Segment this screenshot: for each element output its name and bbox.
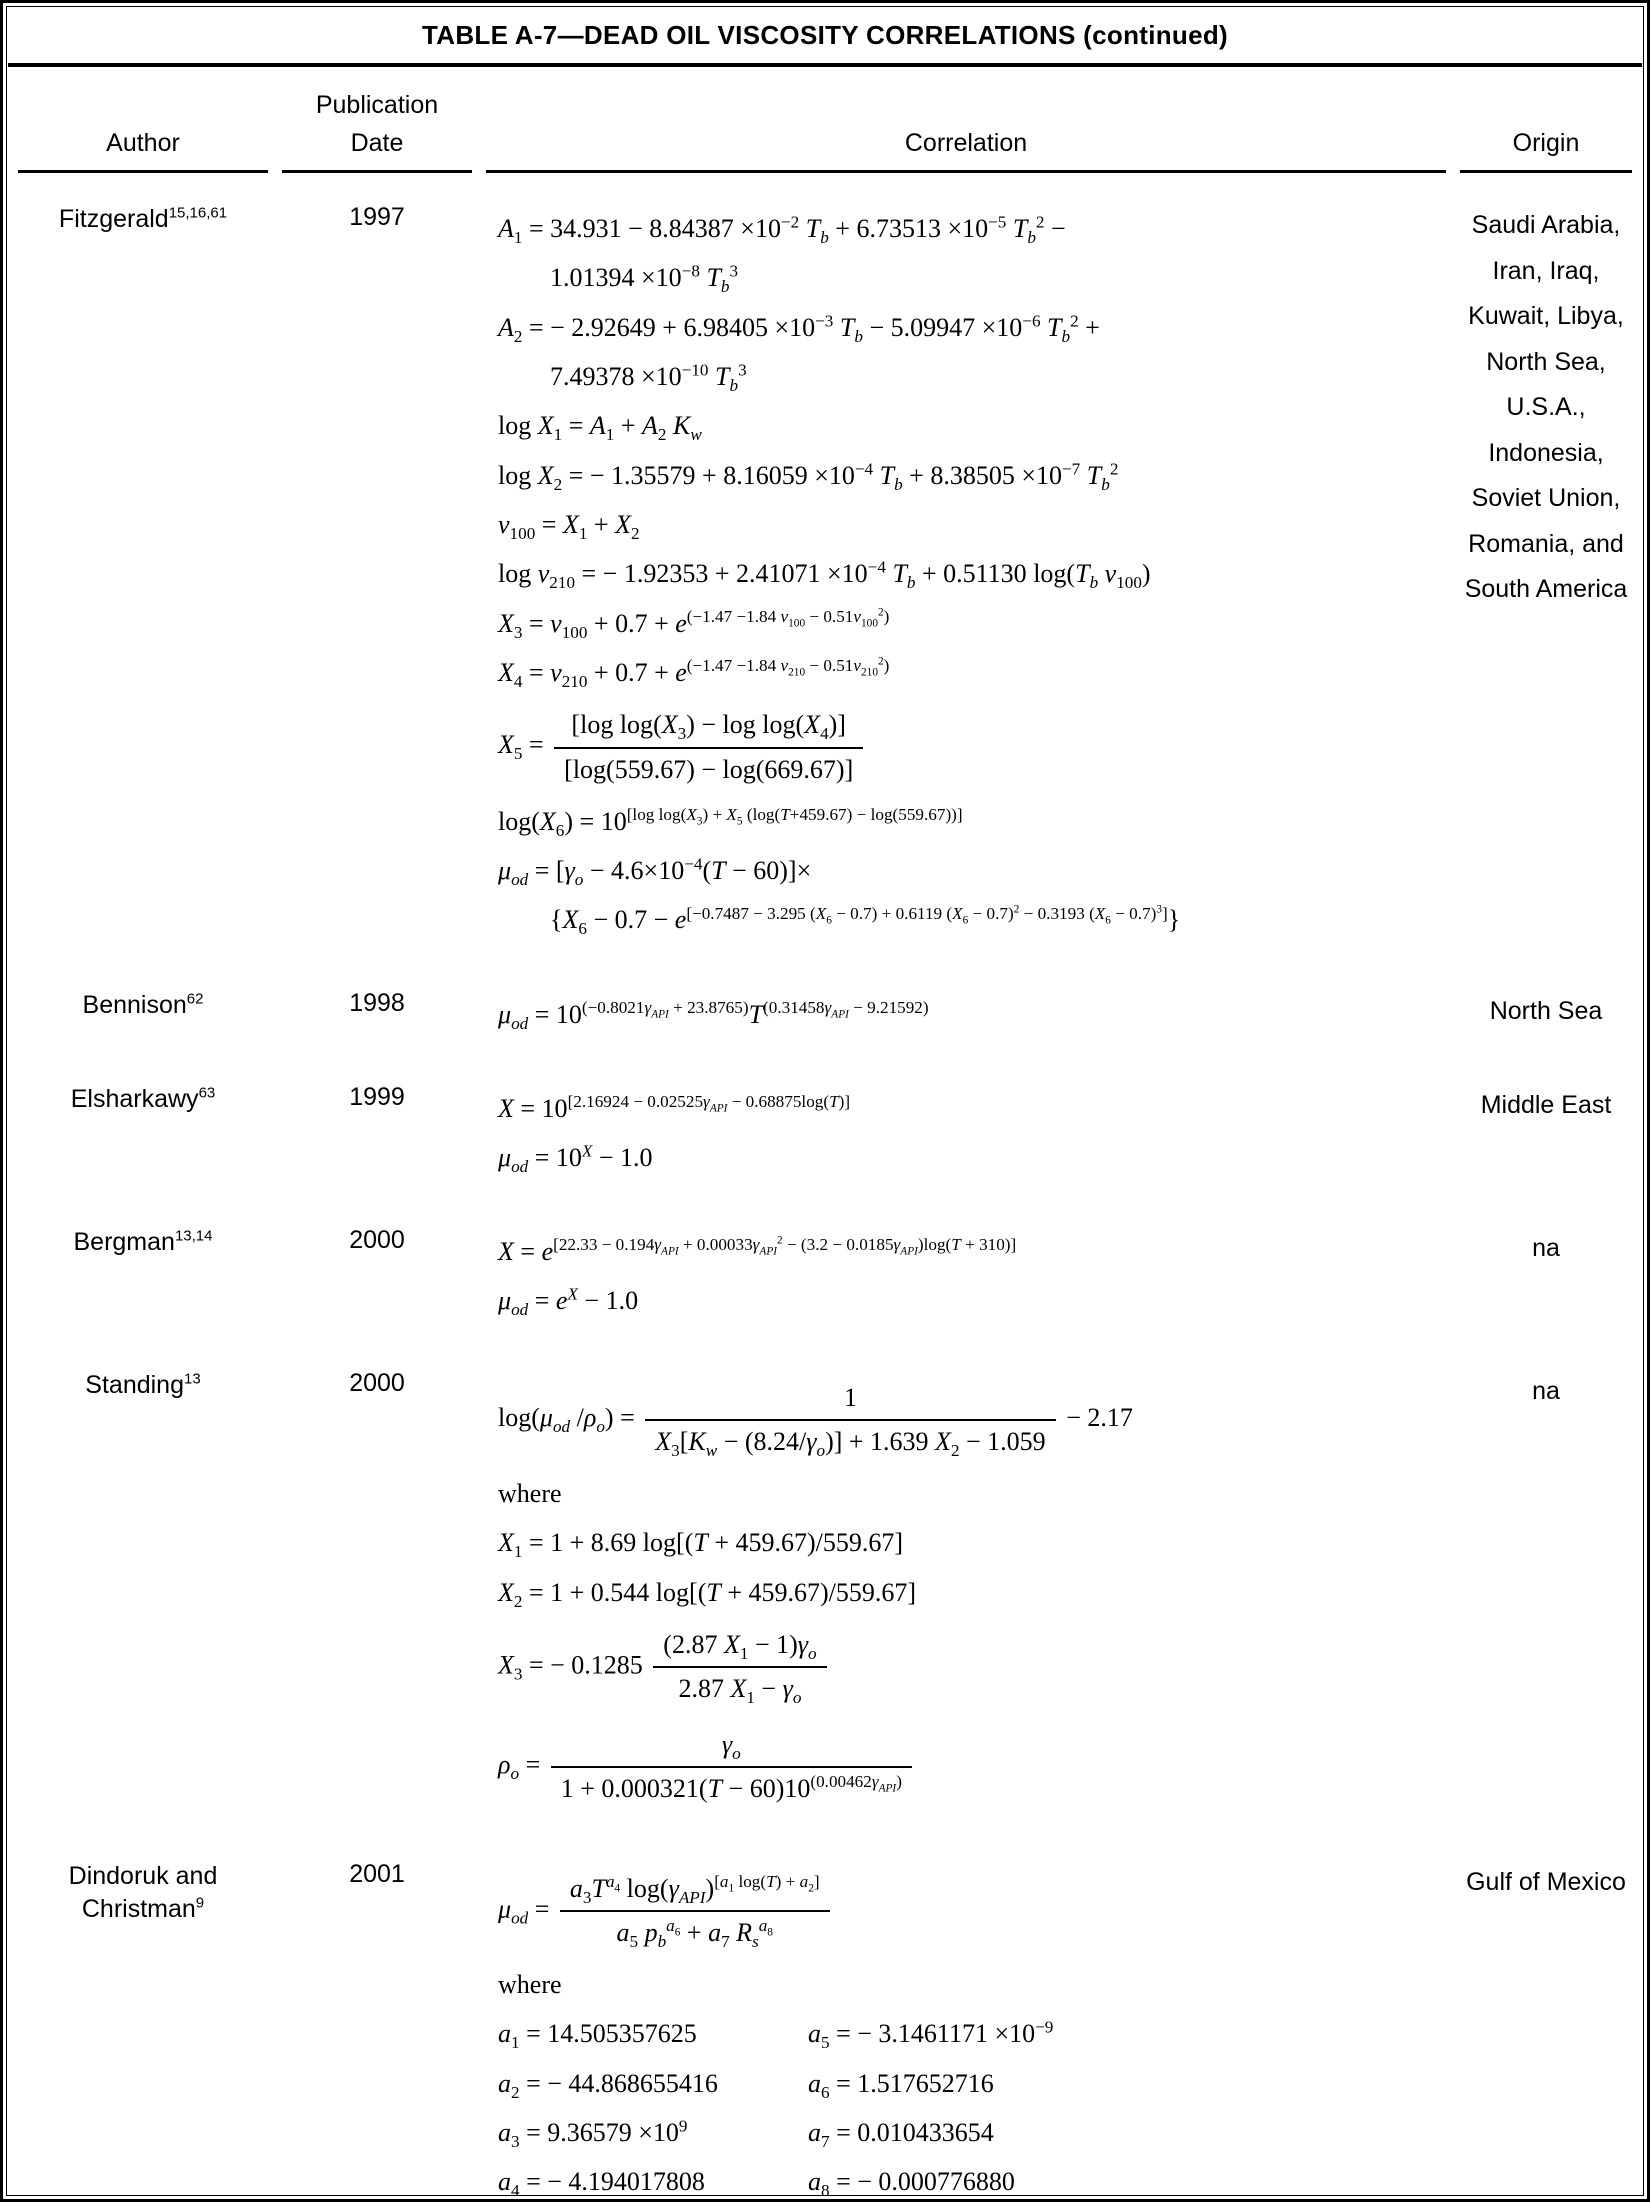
origin-line: South America (1464, 575, 1628, 603)
formula-line: $\rho_o$ = $\frac{\gamma_o}{1 + 0.000321(T - 60)10^{(0.00462\gamma_{API})}}$ (498, 1725, 1446, 1809)
formula-line: where (498, 1970, 562, 2000)
constant-value: $a_5$ = − $3.1461171 \times 10^{-9}$ (808, 2017, 1054, 2053)
author-name (18, 203, 268, 237)
formula-line: where (498, 1479, 562, 1509)
formula-line (498, 2017, 1446, 2051)
formula-line: $X_1 = 1 + 8.69$ log[(T + 459.67)/559.67] (498, 1528, 904, 1562)
col-header-correlation: Correlation (486, 125, 1446, 174)
formula-line: $7.49378 \times 10^{-10}$ $T_b^3$ (550, 360, 747, 396)
origin-line: Soviet Union, (1471, 484, 1621, 512)
origin-line: Saudi Arabia, (1471, 211, 1621, 239)
table-row-standing (18, 1363, 1632, 1823)
author-name-main: Fitzgerald (58, 205, 169, 233)
origin-line: Indonesia, (1488, 438, 1604, 467)
author-ref: 13 (184, 1370, 201, 1388)
formula-line: $\nu_{100} = X_1 + X_2$ (498, 510, 640, 544)
origin-line: Romania, and (1468, 529, 1624, 558)
formula-line: $X_3$ = − 0.1285 $\frac{(2.87 X_1 - 1)\gamma_o}{2.87 X_1 - \gamma_o}$ (498, 1625, 1446, 1710)
origin-cell (1460, 983, 1632, 1047)
author-name-top: Dindoruk and (68, 1861, 218, 1890)
formula-line: $\log X_1 = A_1 + A_2$ $K_w$ (498, 411, 702, 445)
origin-cell (1460, 197, 1632, 953)
formula-line: $X_2 = 1 + 0.544$ log[(T + 459.67)/559.67] (498, 1577, 917, 1611)
table-inner (3, 3, 1647, 2202)
publication-date: 1997 (349, 203, 405, 231)
constant-value: $a_6 = 1.517652716$ (808, 2068, 994, 2102)
origin-cell (1460, 1077, 1632, 1190)
correlation-cell (486, 1363, 1446, 1823)
formula-line: $\mu_{od} = 10^X - 1.0$ (498, 1141, 653, 1176)
formula-line: $1.01394 \times 10^{-8}$ $T_b^3$ (550, 261, 739, 297)
correlation-cell (486, 197, 1446, 953)
formula-line (498, 2067, 1446, 2101)
author-cell (18, 1077, 268, 1190)
author-cell (18, 1363, 268, 1823)
author-name-main: Elsharkawy (70, 1084, 199, 1113)
formula-line: $A_2$ = − $2.92649 + 6.98405 \times 10^{-3}$ $T_b - 5.09947 \times 10^{-6}$ $T_b^2$ + (498, 311, 1100, 346)
author-name-main: Standing (85, 1371, 184, 1400)
formula-line: $X_5$ = $\frac{[\log \log(X_3) - \log \log(X_4)]}{[\log(559.67) - \log(669.67)]}$ (498, 705, 1446, 789)
author-cell (18, 983, 268, 1047)
correlation-cell (486, 1220, 1446, 1333)
constant-value: $a_2$ = − 44.868655416 (498, 2068, 718, 2102)
origin-line: Middle East (1480, 1090, 1612, 1119)
author-name (18, 1893, 268, 1927)
table-row-bergman (18, 1220, 1632, 1333)
formula-line: $\mu_{od} = e^X - 1.0$ (498, 1284, 639, 1320)
publication-date: 2000 (349, 1369, 405, 1398)
col-header-date: Date (350, 128, 404, 157)
correlation-cell (486, 1854, 1446, 2202)
origin-line: na (1532, 1377, 1560, 1406)
author-cell (18, 1854, 268, 2202)
author-name (18, 1083, 268, 1117)
origin-line: Kuwait, Libya, (1468, 302, 1624, 330)
author-name (18, 989, 268, 1023)
column-header-row (8, 67, 1642, 173)
col-header-author: Author (18, 125, 268, 174)
formula-line: X = e[22.33 − 0.194γAPI + 0.00033γAPI2 − (3.2 − 0.0185γAPI)log(T + 310)] (498, 1234, 1017, 1267)
constant-value: $a_3 = 9.36579 \times 10^9$ (498, 2116, 688, 2152)
origin-line: North Sea (1489, 996, 1603, 1025)
formula-line: $\log(\mu_{od}$ $/\rho_o$) = $\frac{1}{X_3[K_w - (8.24/\gamma_o)] + 1.639 X_2 - 1.059}$ − 2.17 (498, 1378, 1446, 1462)
table-body (8, 173, 1642, 2202)
author-name-main: Bergman (73, 1228, 175, 1257)
col-header-origin: Origin (1460, 125, 1632, 174)
formula-line: $\{X_6 - 0.7 - e[-0.7487 - 3.295 (X6 - 0.7) + 0.6119 (X6 - 0.7)2 - 0.3193 (X6 - 0.7)3]\}$ (550, 902, 1181, 939)
origin-cell (1460, 1363, 1632, 1823)
formula-line: $\log \nu_{210}$ = − $1.92353 + 2.41071 \times 10^{-4}$ $T_b + 0.51130$ $\log(T_b$ $\nu_{100}$) (498, 557, 1151, 593)
author-cell (18, 197, 268, 953)
fraction: $\frac{(2.87 X_1 - 1)\gamma_o}{2.87 X_1 - \gamma_o}$ (653, 1627, 826, 1708)
publication-date: 2001 (349, 1859, 405, 1888)
origin-line: North Sea, (1486, 347, 1606, 376)
fraction: $\frac{\gamma_o}{1 + 0.000321(T - 60)10^{(0.00462\gamma_{API})}}$ (551, 1727, 912, 1807)
correlation-cell (486, 983, 1446, 1047)
table-row-elsharkawy (18, 1077, 1632, 1190)
col-header-publication: Publication (315, 91, 439, 119)
formula-line: $\mu_{od} = [\gamma_o - 4.6\times 10^{-4}(T - 60)]\times$ (498, 854, 812, 890)
correlation-cell (486, 1077, 1446, 1190)
fraction: $\frac{a_3T^{a_4} \log(\gamma_{API})^{[a_1 log(T) + a_2]}}{a_5 p_b^{a_6} + a_7 R_s^{a_8}}$ (560, 1871, 830, 1952)
origin-line: Iran, Iraq, (1492, 256, 1600, 285)
publication-date: 1999 (349, 1082, 405, 1111)
author-ref: 15,16,61 (168, 204, 228, 222)
formula-line: $X_3 = \nu_{100} + 0.7 + e^{(-1.47 -1.84 \nu_{100} - 0.51\nu_{100}^2)}$ (498, 606, 890, 642)
constant-value: $a_8$ = − 0.000776880 (808, 2167, 1015, 2201)
origin-line: U.S.A., (1506, 393, 1586, 421)
fraction: $\frac{1}{X_3[K_w - (8.24/\gamma_o)] + 1.639 X_2 - 1.059}$ (645, 1380, 1055, 1460)
publication-date: 2000 (349, 1226, 405, 1255)
author-cell (18, 1220, 268, 1333)
author-ref: 9 (195, 1895, 205, 1913)
formula-line: X = 10[2.16924 − 0.02525γAPI − 0.68875log(T)] (498, 1092, 851, 1123)
formula-line: $\mu_{od}$ = $\frac{a_3T^{a_4} \log(\gamma_{API})^{[a_1 log(T) + a_2]}}{a_5 p_b^{a_6} + a_7 R_s^{a_8}}$ (498, 1869, 1446, 1954)
formula-line (498, 2116, 1446, 2150)
col-header-publication-date (282, 87, 472, 173)
formula-line: $\log(X_6) = 10[\log \log(X3) + X5 (\log(T+459.67) - \log(559.67))]$ (498, 804, 963, 840)
table-row-dindoruk-christman (18, 1854, 1632, 2202)
author-name (18, 1226, 268, 1260)
author-name-main: Christman (81, 1895, 196, 1924)
author-ref: 63 (198, 1084, 216, 1102)
origin-cell (1460, 1854, 1632, 2202)
author-name-main: Bennison (82, 990, 187, 1019)
author-ref: 13,14 (174, 1227, 213, 1245)
table-title: TABLE A-7—DEAD OIL VISCOSITY CORRELATIONS (continued) (8, 4, 1642, 67)
publication-date: 1998 (349, 988, 405, 1017)
origin-cell (1460, 1220, 1632, 1333)
fraction: $\frac{[\log \log(X_3) - \log \log(X_4)]}{[\log(559.67) - \log(669.67)]}$ (554, 707, 863, 787)
table-row-fitzgerald (18, 197, 1632, 953)
author-name (18, 1369, 268, 1403)
origin-line: Gulf of Mexico (1466, 1867, 1626, 1896)
formula-line: $\mu_{od} = 10^{(-0.8021\gamma_{API} + 23.8765)}T^{(0.31458\gamma_{API} - 9.21592)}$ (498, 997, 929, 1033)
origin-line: na (1532, 1234, 1560, 1263)
constant-value: $a_4$ = − 4.194017808 (498, 2167, 705, 2201)
formula-line: $X_4 = \nu_{210} + 0.7 + e^{(-1.47 -1.84 \nu_{210} - 0.51\nu_{210}^2)}$ (498, 655, 890, 692)
author-ref: 62 (186, 990, 204, 1008)
formula-line: $\log X_2$ = − $1.35579 + 8.16059 \times 10^{-4}$ $T_b + 8.38505 \times 10^{-7}$ $T_b^2$ (498, 459, 1119, 494)
formula-line: $A_1 = 34.931 - 8.84387 \times 10^{-2}$ $T_b + 6.73513 \times 10^{-5}$ $T_b^2$ − (498, 212, 1066, 248)
constant-value: $a_7 = 0.010433654$ (808, 2117, 994, 2152)
constant-value: $a_1 = 14.505357625$ (498, 2019, 697, 2053)
formula-line (498, 2165, 1446, 2199)
table-row-bennison (18, 983, 1632, 1047)
